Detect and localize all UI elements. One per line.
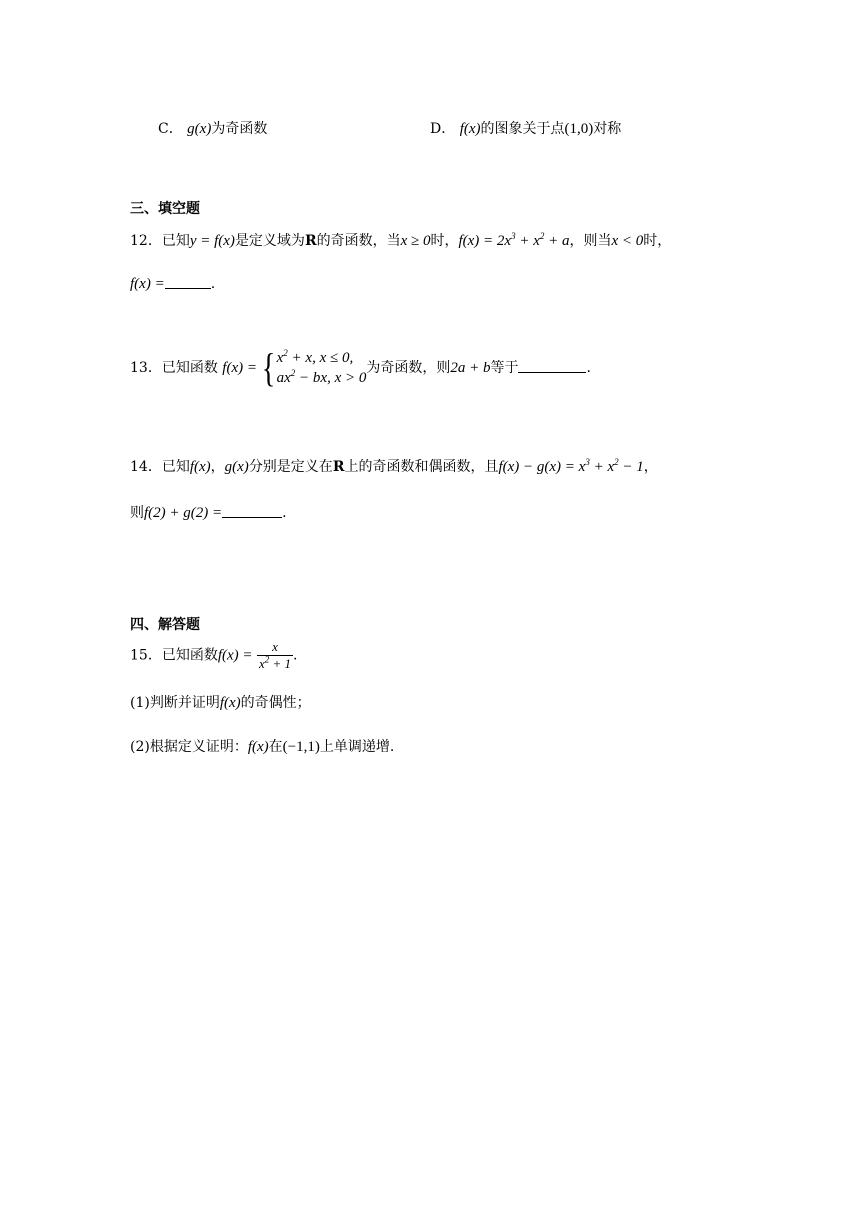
- q14-end: .: [282, 505, 287, 521]
- option-d-math: f(x): [459, 121, 481, 137]
- q14-answer-blank[interactable]: [222, 517, 282, 518]
- option-d-label: D．: [430, 121, 456, 137]
- q15-p2-label: (2)根据定义证明：: [130, 739, 248, 755]
- q13-number: 13．已知函数: [130, 360, 218, 376]
- option-c-math: g(x): [187, 121, 212, 137]
- q13-answer-blank[interactable]: [518, 372, 586, 373]
- q12-text1: 是定义域为: [234, 233, 305, 249]
- q15-part1: [130, 692, 311, 712]
- q14-math-g: g(x): [224, 459, 249, 475]
- q15-number: 15．已知函数: [130, 647, 218, 664]
- q15-frac-numerator: x: [272, 639, 278, 654]
- q15-p2-text2: 上单调递增.: [319, 739, 395, 755]
- option-c-label: C．: [158, 121, 183, 137]
- q14-text1: 分别是定义在: [248, 459, 333, 475]
- q13-line: [130, 345, 591, 390]
- q15-line: [130, 640, 297, 671]
- q12-answer-lead: f(x) =: [130, 276, 165, 292]
- q12-text5: 时，: [643, 233, 672, 249]
- q14-line1: [130, 456, 658, 476]
- section-heading-solve: 四、解答题: [130, 617, 200, 633]
- q15-p2-text1: 在: [268, 739, 283, 755]
- q14-math-f: f(x): [189, 459, 211, 475]
- q14-answer-lead: f(2) + g(2) =: [144, 505, 223, 521]
- q12-answer-blank[interactable]: [165, 288, 211, 289]
- q13-piecewise: [261, 345, 367, 390]
- q12-text2: 的奇函数，当: [316, 233, 401, 249]
- q15-p1-math: f(x): [219, 695, 241, 711]
- q12-math-y: y = f(x): [189, 233, 235, 249]
- q14-number: 14．已知: [130, 459, 190, 475]
- q12-number: 12．已知: [130, 233, 190, 249]
- option-c-text: 为奇函数: [211, 121, 268, 137]
- q15-p1-text: 的奇偶性；: [240, 695, 311, 711]
- q15-p1-label: (1)判断并证明: [130, 695, 220, 711]
- q14-comma: ，: [643, 459, 658, 475]
- q12-text4: ，则当: [569, 233, 612, 249]
- option-d: [430, 118, 621, 138]
- q13-text1: 为奇函数，则: [366, 360, 451, 376]
- option-d-point: (1,0): [564, 121, 594, 137]
- option-d-text1: 的图象关于点: [480, 121, 565, 137]
- q12-line2: [130, 276, 215, 293]
- q14-real-set: R: [332, 459, 345, 475]
- q15-p2-interval: (−1,1): [282, 739, 320, 755]
- q13-math-f: f(x) =: [222, 360, 257, 376]
- q15-part2: [130, 736, 394, 756]
- q14-then: 则: [130, 505, 144, 521]
- q15-dot: .: [293, 647, 298, 664]
- q12-math-cond2: x < 0: [611, 233, 644, 249]
- q12-math-cond: x ≥ 0: [400, 233, 431, 249]
- q13-case2: $ax^2$ − bx, x > 0: [276, 368, 367, 386]
- q12-end: .: [210, 276, 216, 292]
- q15-fraction: [257, 640, 293, 671]
- q13-text2: 等于: [490, 360, 519, 376]
- q13-case1: $x^2 + x$, x ≤ 0,: [276, 348, 354, 366]
- q12-math-def: $f(x) = 2x^3 + x^2 + a$: [458, 231, 570, 249]
- q15-math-f: f(x) =: [217, 647, 253, 664]
- q12-line1: [130, 230, 671, 250]
- q12-text3: 时，: [430, 233, 459, 249]
- q13-math-expr: 2a + b: [450, 360, 491, 376]
- q14-math-eq: $f(x) - g(x) = x^3 + x^2 - 1$: [498, 457, 644, 475]
- q15-frac-denominator: $x^2 + 1$: [258, 654, 292, 671]
- q14-text2: 上的奇函数和偶函数，且: [344, 459, 499, 475]
- q15-p2-math: f(x): [247, 739, 269, 755]
- q12-real-set: R: [304, 233, 317, 249]
- q13-brace: {: [262, 345, 276, 390]
- section-heading-fill-in: 三、填空题: [130, 201, 200, 217]
- q14-sep: ，: [210, 459, 225, 475]
- q14-line2: [130, 502, 287, 522]
- q13-end: .: [586, 360, 591, 376]
- option-c: [158, 118, 267, 138]
- option-d-text2: 对称: [593, 121, 622, 137]
